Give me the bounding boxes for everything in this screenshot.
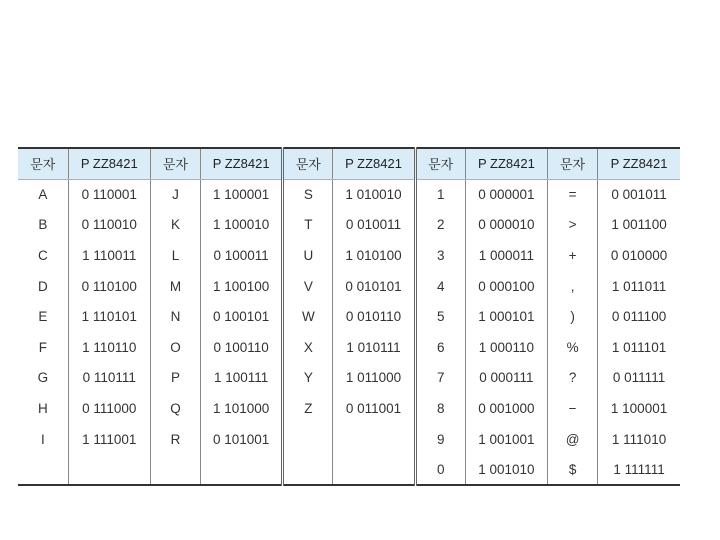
cell-char: 9 (415, 424, 465, 455)
table-row (18, 424, 680, 455)
cell-char: Z (283, 393, 333, 424)
cell-code: 1 000110 (465, 332, 547, 363)
table-row (18, 454, 680, 485)
cell-char: J (150, 179, 200, 210)
cell-code: 0 000010 (465, 210, 547, 241)
table-body (18, 179, 680, 485)
cell-char: K (150, 210, 200, 241)
cell-char: M (150, 271, 200, 302)
cell-char (150, 454, 200, 485)
cell-char: 1 (415, 179, 465, 210)
cell-char: P (150, 363, 200, 394)
cell-code: 1 001100 (598, 210, 680, 241)
cell-char: 6 (415, 332, 465, 363)
cell-code: 0 011001 (333, 393, 415, 424)
cell-char: D (37, 278, 48, 294)
cell-char: ) (548, 301, 598, 332)
cell-code: 0 101001 (201, 424, 283, 455)
cell-code: 0 110100 (68, 271, 150, 302)
cell-char: T (283, 210, 333, 241)
cell-char: B (38, 217, 48, 233)
cell-char: Q (150, 393, 200, 424)
cell-char: N (150, 301, 200, 332)
cell-code: 0 011100 (598, 301, 680, 332)
cell-code: 0 010110 (333, 301, 415, 332)
cell-code: 1 100001 (598, 393, 680, 424)
table-row (18, 210, 680, 241)
cell-char: F (38, 339, 47, 355)
table-header-row (18, 148, 680, 179)
header-char: 문자 (18, 148, 68, 179)
cell-char: R (150, 424, 200, 455)
header-code: P ZZ8421 (68, 148, 150, 179)
cell-code: 1 111111 (598, 454, 680, 485)
cell-code: 1 100001 (201, 179, 283, 210)
cell-char: E (38, 309, 48, 325)
cell-code: 0 100110 (201, 332, 283, 363)
cell-char: U (283, 240, 333, 271)
cell-code: 1 111001 (68, 424, 150, 455)
cell-code: 1 100010 (201, 210, 283, 241)
header-char: 문자 (548, 148, 598, 179)
cell-char: A (38, 187, 48, 203)
cell-char: @ (548, 424, 598, 455)
cell-char: W (283, 301, 333, 332)
cell-char: ? (548, 363, 598, 394)
cell-code: 1 011000 (333, 363, 415, 394)
cell-char: 0 (415, 454, 465, 485)
header-char: 문자 (415, 148, 465, 179)
header-code: P ZZ8421 (201, 148, 283, 179)
cell-code: 0 110010 (68, 210, 150, 241)
cell-char: S (283, 179, 333, 210)
cell-char: V (283, 271, 333, 302)
character-code-table (18, 147, 680, 486)
code-table-container (18, 147, 680, 486)
cell-code (333, 424, 415, 455)
cell-code: 1 000011 (465, 240, 547, 271)
cell-code: 1 010010 (333, 179, 415, 210)
cell-code: 0 110001 (68, 179, 150, 210)
cell-char: $ (548, 454, 598, 485)
cell-code: 1 011101 (598, 332, 680, 363)
cell-char: 4 (415, 271, 465, 302)
cell-char (283, 454, 333, 485)
cell-char: I (40, 431, 45, 447)
cell-code (333, 454, 415, 485)
table-row (18, 393, 680, 424)
cell-code: 0 110111 (68, 363, 150, 394)
cell-code: 0 111000 (68, 393, 150, 424)
table-row (18, 179, 680, 210)
cell-code: 0 100101 (201, 301, 283, 332)
header-code: P ZZ8421 (465, 148, 547, 179)
cell-code: 0 010101 (333, 271, 415, 302)
cell-char: O (150, 332, 200, 363)
cell-char: , (548, 271, 598, 302)
cell-code: 0 000100 (465, 271, 547, 302)
cell-code: 0 000001 (465, 179, 547, 210)
cell-code: 1 000101 (465, 301, 547, 332)
cell-char (18, 454, 68, 485)
table-row (18, 301, 680, 332)
cell-char: + (548, 240, 598, 271)
cell-code: 0 100011 (201, 240, 283, 271)
cell-code: 1 110011 (68, 240, 150, 271)
cell-char: 3 (415, 240, 465, 271)
cell-char: X (283, 332, 333, 363)
table-row (18, 363, 680, 394)
cell-char: 5 (415, 301, 465, 332)
header-code: P ZZ8421 (598, 148, 680, 179)
cell-code: 1 001010 (465, 454, 547, 485)
cell-code: 0 001011 (598, 179, 680, 210)
cell-code: 1 011011 (598, 271, 680, 302)
cell-code (201, 454, 283, 485)
cell-code: 0 001000 (465, 393, 547, 424)
cell-code (68, 454, 150, 485)
cell-code: 1 001001 (465, 424, 547, 455)
cell-code: 0 000111 (465, 363, 547, 394)
cell-code: 1 100100 (201, 271, 283, 302)
cell-char: 8 (415, 393, 465, 424)
cell-char: 7 (415, 363, 465, 394)
cell-code: 1 111010 (598, 424, 680, 455)
cell-char: G (37, 370, 49, 386)
header-char: 문자 (150, 148, 200, 179)
cell-code: 1 100111 (201, 363, 283, 394)
cell-code: 1 010100 (333, 240, 415, 271)
table-row (18, 271, 680, 302)
cell-code: 0 010000 (598, 240, 680, 271)
cell-char: = (548, 179, 598, 210)
cell-code: 0 010011 (333, 210, 415, 241)
header-code: P ZZ8421 (333, 148, 415, 179)
cell-char: % (548, 332, 598, 363)
table-row (18, 240, 680, 271)
cell-code: 1 110110 (68, 332, 150, 363)
cell-char: Y (283, 363, 333, 394)
table-row (18, 332, 680, 363)
cell-char: L (150, 240, 200, 271)
cell-code: 1 010111 (333, 332, 415, 363)
cell-char: H (37, 400, 48, 416)
cell-code: 1 110101 (68, 301, 150, 332)
cell-char: 2 (415, 210, 465, 241)
cell-char: C (37, 247, 48, 263)
cell-code: 0 011111 (598, 363, 680, 394)
cell-char (283, 424, 333, 455)
header-char: 문자 (283, 148, 333, 179)
cell-char: > (548, 210, 598, 241)
cell-char: − (548, 393, 598, 424)
cell-code: 1 101000 (201, 393, 283, 424)
